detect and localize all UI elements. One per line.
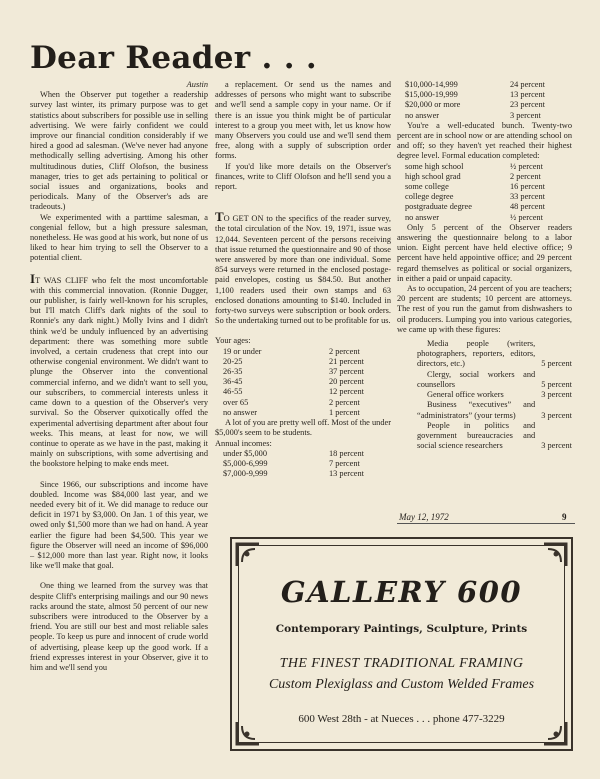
age-row-label: 36-45: [223, 377, 243, 387]
age-row-label: 26-35: [223, 367, 243, 377]
age-row: [215, 408, 391, 418]
income-row: [397, 100, 572, 110]
education-row-label: postgraduate degree: [405, 202, 472, 212]
occupation-row-label: Business “executives” and “administrators” (your terms): [417, 400, 536, 420]
income-row: [397, 90, 572, 100]
column-1: [30, 80, 208, 770]
age-row-label: 20-25: [223, 356, 243, 366]
paragraph-text: O GET ON to the specifics of the reader survey, the total circulation of the Nov. 19, 1971, issue was 12,044. Seventeen percent of the persons receiving that issue returned the questionnaire and 90 of those were answered by more than one individual. Some 854 surveys were returned in the enclosed postage-paid envelopes, costing us $84.50. But another 1,100 readers used their own stamps and 63 enclosed donations amounting to $140. Included in forty-two surveys were subscription or book orders. So the undertaking turned out to be profitable for us.: [215, 214, 391, 326]
age-row-value: 2 percent: [329, 346, 360, 356]
paragraph: If you'd like more details on the Observer's finances, write to Cliff Olofson and he'll send you a report.: [215, 161, 391, 192]
income-row-value: 13 percent: [510, 90, 545, 100]
ad-custom-frames-line: Custom Plexiglass and Custom Welded Frames: [268, 677, 535, 692]
age-row: [215, 398, 391, 408]
footer-rule: [397, 523, 575, 524]
income-label: Annual incomes:: [215, 438, 272, 448]
paragraph-text: T WAS CLIFF who felt the most uncomfortable with this commercial innovation. (Ronnie Dugger, our publisher, is fairly well-known for his scruples, but I'll match Cliff's dark nights of the soul to Ronnie's any dark night.) Molly Ivins and I didn't think we'd be unduly influenced by an advertising department: there was something more subtle involved, a certain crudeness that crept into our otherwise congenial environment. We didn't want to plunge the Observer into the conventional commercial inferno, and we didn't want to sell you, our subscribers, to commercial interests unless it came down to a question of the Observer's very survival. So the Observer quixotically offed the experimental advertising department after about four weeks. This means, at least for now, we will continue to operate as we have in the past, making it mainly on subscriptions, with some advertising and the bookstore helping to make ends meet.: [30, 275, 208, 469]
income-row-value: 7 percent: [329, 458, 360, 468]
occupation-row-value: 3 percent: [541, 390, 572, 400]
income-row-value: 13 percent: [329, 469, 364, 479]
income-row: [397, 111, 572, 121]
occupation-row-value: 5 percent: [541, 379, 572, 389]
occupation-row: [397, 339, 572, 370]
income-table-continued: [397, 80, 572, 121]
income-row-label: $15,000-19,999: [405, 90, 458, 100]
education-row: [397, 213, 572, 223]
paragraph: We experimented with a parttime salesman, a congenial fellow, but a high pressure salesman, nonetheless. He was good at his work, but none of us liked to hear him trying to sell the Observer to a potential client.: [30, 212, 208, 263]
education-row-label: no answer: [405, 212, 440, 222]
age-row-label: 19 or under: [223, 346, 262, 356]
education-row: [397, 162, 572, 172]
income-table: [215, 449, 391, 480]
income-row-label: $5,000-6,999: [223, 458, 268, 468]
occupation-row-value: 3 percent: [541, 441, 572, 451]
education-table: [397, 162, 572, 223]
income-row-value: 18 percent: [329, 448, 364, 458]
education-row: [397, 192, 572, 202]
age-row-value: 1 percent: [329, 407, 360, 417]
age-row-value: 12 percent: [329, 387, 364, 397]
occupation-row: [397, 400, 572, 420]
income-row-label: $7,000-9,999: [223, 469, 268, 479]
income-row-label: $10,000-14,999: [405, 80, 458, 89]
paragraph-dropcap: [215, 209, 391, 326]
paragraph: As to occupation, 24 percent of you are teachers; 20 percent are students; 10 percent are attorneys. The rest of you run the gamut from dishwashers to oil producers. Lumping you into various categories, we came up with these figures:: [397, 284, 572, 334]
occupation-row-value: 5 percent: [541, 359, 572, 369]
ages-label: Your ages:: [215, 336, 251, 346]
income-row-value: 3 percent: [510, 110, 541, 120]
issue-date: May 12, 1972: [399, 512, 449, 522]
gallery-advertisement: [230, 537, 573, 751]
ad-framing-line: THE FINEST TRADITIONAL FRAMING: [279, 656, 524, 671]
drop-cap: I: [30, 270, 36, 286]
age-row: [215, 357, 391, 367]
paragraph: a replacement. Or send us the names and addresses of persons who might want to subscribe and we'll send a sample copy in your name. Or if there is an issue you think might be of particular interest to a group you meet with, let us know how many Observers you could use and we'll send them free, along with a supply of subscription order forms.: [215, 80, 391, 161]
education-row: [397, 182, 572, 192]
paragraph-dropcap: [30, 270, 208, 470]
education-row-value: ½ percent: [510, 161, 543, 171]
age-row-value: 20 percent: [329, 377, 364, 387]
income-row-label: under $5,000: [223, 448, 268, 458]
occupation-row: [397, 421, 572, 452]
age-row-value: 37 percent: [329, 367, 364, 377]
income-row: [215, 459, 391, 469]
income-row-label: $20,000 or more: [405, 100, 461, 110]
ages-table: [215, 347, 391, 418]
age-row-label: 46-55: [223, 387, 243, 397]
age-row: [215, 387, 391, 397]
headline: Dear Reader . . .: [30, 40, 317, 76]
education-row-value: 48 percent: [510, 202, 545, 212]
occupation-row: [397, 390, 572, 400]
ornament-corner-icon: [235, 542, 261, 568]
education-row: [397, 202, 572, 212]
occupation-row: [397, 370, 572, 390]
education-row-value: 16 percent: [510, 182, 545, 192]
byline: Austin: [186, 80, 208, 89]
age-row: [215, 377, 391, 387]
income-row-value: 23 percent: [510, 100, 545, 110]
income-row: [397, 80, 572, 90]
age-row-label: no answer: [223, 407, 258, 417]
paragraph: Since 1966, our subscriptions and income have doubled. Income was $84,000 last year, and we needed every bit of it. We did manage to reduce our deficit in 1971 by $3,000. On Jan. 1 of this year, we owed only $1,500 more than we had on hand. A year earlier the figure had been $4,500. This year we figure the Observer will need an income of $96,000 – $12,000 more than last year. Right now, it looks like we'll make that goal.: [30, 479, 208, 571]
occupation-row-label: Clergy, social workers and counsellors: [417, 369, 536, 389]
ad-address: 600 West 28th - at Nueces . . . phone 477-3229: [298, 713, 505, 725]
age-row: [215, 347, 391, 357]
paragraph: When the Observer put together a readership survey last winter, its primary purpose was to get statistics about subscribers for possible use in selling advertising. We were fairly confident we could improve our financial condition considerably if we hired a good ad salesman. (We've never had anyone methodically selling advertising. Among his other multitudinous duties, Cliff Olofson, the business manager, tries to get ads pertaining to political or social issues and organizations, books and periodicals. Many of the Observer's ads are tradeouts.): [30, 90, 208, 212]
paragraph: You're a well-educated bunch. Twenty-two percent are in school now or are attending school on and off; so they haven't yet reached their highest degree level. Formal education completed:: [397, 120, 572, 161]
paragraph: A lot of you are pretty well off. Most of the under $5,000's seem to be students.: [215, 418, 391, 438]
income-row: [215, 449, 391, 459]
column-3: [397, 80, 572, 505]
occupation-row-label: People in politics and government bureaucracies and social science researchers: [417, 420, 536, 451]
age-row-label: over 65: [223, 397, 249, 407]
occupation-row-label: Media people (writers, photographers, reporters, editors, directors, etc.): [417, 339, 536, 369]
education-row-label: some college: [405, 182, 449, 192]
age-row: [215, 367, 391, 377]
income-row-value: 24 percent: [510, 80, 545, 89]
income-row-label: no answer: [405, 110, 440, 120]
education-row-label: high school grad: [405, 171, 461, 181]
education-row-value: 33 percent: [510, 192, 545, 202]
ad-title: GALLERY 600: [280, 575, 523, 609]
ad-subtitle: Contemporary Paintings, Sculpture, Prints: [275, 623, 528, 635]
education-row-label: some high school: [405, 161, 464, 171]
occupation-row-value: 3 percent: [541, 410, 572, 420]
page-number: 9: [562, 512, 567, 522]
occupation-row-label: General office workers: [427, 390, 504, 400]
occupation-table: [397, 339, 572, 451]
paragraph: One thing we learned from the survey was that despite Cliff's enterprising mailings and our 90 news racks around the state, almost 50 percent of our new subscribers were introduced to the Observer by a friend. You are still our best and most reliable sales people. To keep us pure and innocent of crude world of advertising, please keep up the good work. If a friend expresses interest in your Observer, give it to him and we'll send you: [30, 581, 208, 672]
age-row-value: 2 percent: [329, 397, 360, 407]
ornament-corner-icon: [542, 542, 568, 568]
education-row-value: ½ percent: [510, 212, 543, 222]
drop-cap: T: [215, 209, 224, 225]
paragraph: Only 5 percent of the Observer readers answering the questionnaire belong to a labor union. Eight percent have held elective office; 9 percent have held appointive office; and 29 percent regard themselves as political or social organizers, in either a paid or unpaid capacity.: [397, 222, 572, 283]
education-row-value: 2 percent: [510, 171, 541, 181]
column-2: [215, 80, 391, 525]
age-row-value: 21 percent: [329, 356, 364, 366]
education-row-label: college degree: [405, 192, 454, 202]
income-row: [215, 469, 391, 479]
education-row: [397, 172, 572, 182]
